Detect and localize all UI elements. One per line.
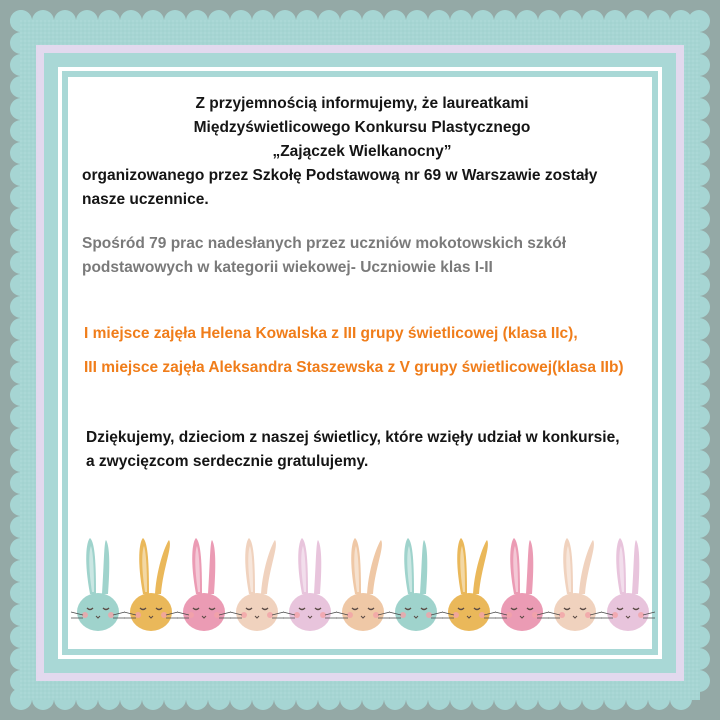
intro-line-2: Międzyświetlicowego Konkursu Plastycznego xyxy=(193,119,531,136)
thanks-line-2: a zwycięzcom serdecznie gratulujemy. xyxy=(86,453,369,470)
bunny-face-icon xyxy=(124,538,178,631)
intro-line-1: Z przyjemnością informujemy, że laureatkami xyxy=(195,95,529,112)
bunny-face-icon xyxy=(177,538,231,631)
bunny-face-icon xyxy=(283,538,337,631)
bunny-face-icon xyxy=(71,538,125,631)
winner-first-place: I miejsce zajęła Helena Kowalska z III grupy świetlicowej (klasa IIc), xyxy=(84,325,578,342)
bunny-face-icon xyxy=(389,538,443,631)
bunny-face-icon xyxy=(601,538,655,631)
winner-third-place: III miejsce zajęła Aleksandra Staszewska z V grupy świetlicowej(klasa IIb) xyxy=(84,359,624,376)
bunny-face-icon xyxy=(495,538,549,631)
intro-line-3-title: „Zajączek Wielkanocny” xyxy=(272,143,452,160)
bunny-face-icon xyxy=(230,538,284,631)
bunny-face-icon xyxy=(548,538,602,631)
bunny-face-icon xyxy=(442,538,496,631)
bunny-row xyxy=(62,532,662,642)
category-line-2: podstawowych w kategorii wiekowej- Uczniowie klas I-II xyxy=(82,259,493,276)
bunny-face-icon xyxy=(336,538,390,631)
category-line-1: Spośród 79 prac nadesłanych przez uczniów mokotowskich szkół xyxy=(82,235,567,252)
thanks-line-1: Dziękujemy, dzieciom z naszej świetlicy, które wzięły udział w konkursie, xyxy=(86,429,620,446)
organizer-line-2: nasze uczennice. xyxy=(82,191,209,208)
organizer-line-1: organizowanego przez Szkołę Podstawową nr 69 w Warszawie zostały xyxy=(82,167,598,184)
